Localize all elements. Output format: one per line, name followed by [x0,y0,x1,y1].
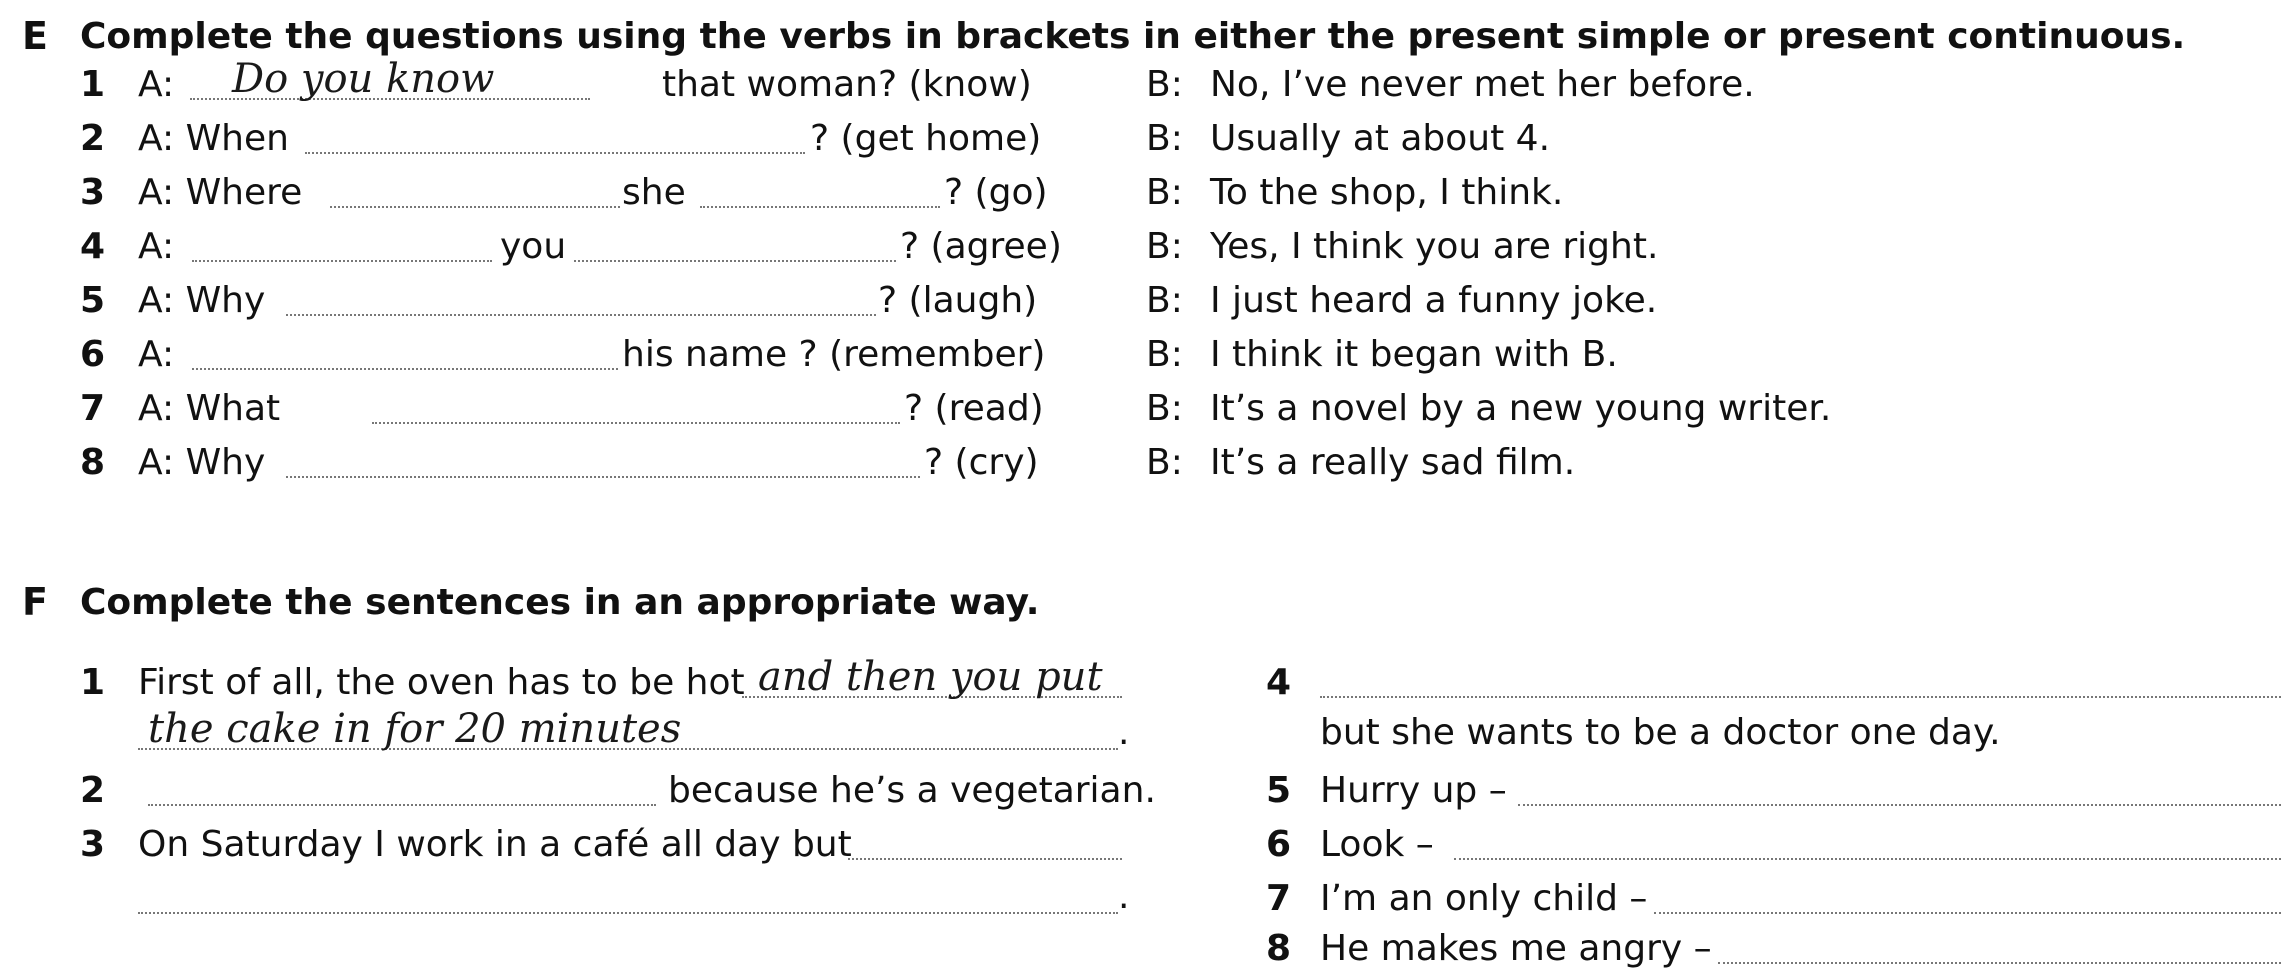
reply-text: Yes, I think you are right. [1210,226,1659,267]
answer-blank[interactable] [1518,804,2281,806]
item-number: 8 [1266,928,1292,969]
section-f-instruction: Complete the sentences in an appropriate way. [80,582,1040,623]
answer-blank[interactable] [138,912,1118,914]
item-text: First of all, the oven has to be hot [138,662,745,703]
answer-blank[interactable] [1654,912,2281,914]
row-number: 6 [80,334,106,375]
answer-blank[interactable] [192,260,492,262]
speaker-b-label: B: [1146,442,1183,483]
handwritten-answer: the cake in for 20 minutes [148,706,682,752]
item-number: 6 [1266,824,1292,865]
prompt-text: ? (read) [904,388,1044,429]
prompt-text: ? (agree) [900,226,1062,267]
reply-text: I just heard a funny joke. [1210,280,1658,321]
prompt-text: ? (go) [944,172,1048,213]
speaker-a-label: A: Where [138,172,303,213]
speaker-a-label: A: When [138,118,289,159]
prompt-text: ? (cry) [924,442,1039,483]
item-number: 5 [1266,770,1292,811]
answer-blank[interactable] [848,858,1122,860]
item-number: 4 [1266,662,1292,703]
item-text: Hurry up – [1320,770,1507,811]
answer-blank[interactable] [1454,858,2281,860]
item-number: 1 [80,662,106,703]
speaker-b-label: B: [1146,118,1183,159]
item-end-punct: . [1118,712,1130,753]
reply-text: I think it began with B. [1210,334,1618,375]
speaker-a-label: A: What [138,388,281,429]
row-number: 7 [80,388,106,429]
answer-blank[interactable] [372,422,900,424]
section-e-instruction: Complete the questions using the verbs in brackets in either the present simple or present continuous. [80,16,2186,57]
speaker-b-label: B: [1146,172,1183,213]
item-number: 3 [80,824,106,865]
answer-blank[interactable] [305,152,805,154]
answer-blank[interactable] [286,476,920,478]
item-text: but she wants to be a doctor one day. [1320,712,2001,753]
item-text: Look – [1320,824,1434,865]
row-number: 3 [80,172,106,213]
answer-blank[interactable] [286,314,876,316]
reply-text: To the shop, I think. [1210,172,1564,213]
handwritten-answer: Do you know [232,56,495,102]
section-f-letter: F [22,580,48,624]
prompt-text: you [500,226,567,267]
row-number: 1 [80,64,106,105]
item-number: 2 [80,770,106,811]
item-text: On Saturday I work in a café all day but [138,824,852,865]
speaker-b-label: B: [1146,334,1183,375]
reply-text: It’s a really sad film. [1210,442,1576,483]
item-end-punct: . [1118,876,1130,917]
answer-blank[interactable] [1718,962,2281,964]
speaker-a-label: A: [138,334,175,375]
prompt-text: ? (laugh) [878,280,1038,321]
item-text: because he’s a vegetarian. [668,770,1156,811]
answer-blank[interactable] [1320,696,2281,698]
handwritten-answer: and then you put [758,654,1103,700]
reply-text: No, I’ve never met her before. [1210,64,1755,105]
speaker-b-label: B: [1146,64,1183,105]
speaker-a-label: A: Why [138,442,266,483]
reply-text: It’s a novel by a new young writer. [1210,388,1832,429]
row-number: 4 [80,226,106,267]
answer-blank[interactable] [700,206,940,208]
section-e-letter: E [22,14,48,58]
row-number: 8 [80,442,106,483]
answer-blank[interactable] [192,368,618,370]
row-number: 5 [80,280,106,321]
item-number: 7 [1266,878,1292,919]
prompt-text: that woman? (know) [662,64,1032,105]
speaker-a-label: A: [138,226,175,267]
speaker-b-label: B: [1146,226,1183,267]
speaker-b-label: B: [1146,388,1183,429]
speaker-a-label: A: [138,64,175,105]
item-text: He makes me angry – [1320,928,1712,969]
speaker-b-label: B: [1146,280,1183,321]
answer-blank[interactable] [148,804,656,806]
row-number: 2 [80,118,106,159]
speaker-a-label: A: Why [138,280,266,321]
prompt-text: his name ? (remember) [622,334,1046,375]
answer-blank[interactable] [330,206,620,208]
item-text: I’m an only child – [1320,878,1648,919]
prompt-text: ? (get home) [810,118,1042,159]
answer-blank[interactable] [574,260,896,262]
prompt-text: she [622,172,686,213]
reply-text: Usually at about 4. [1210,118,1551,159]
